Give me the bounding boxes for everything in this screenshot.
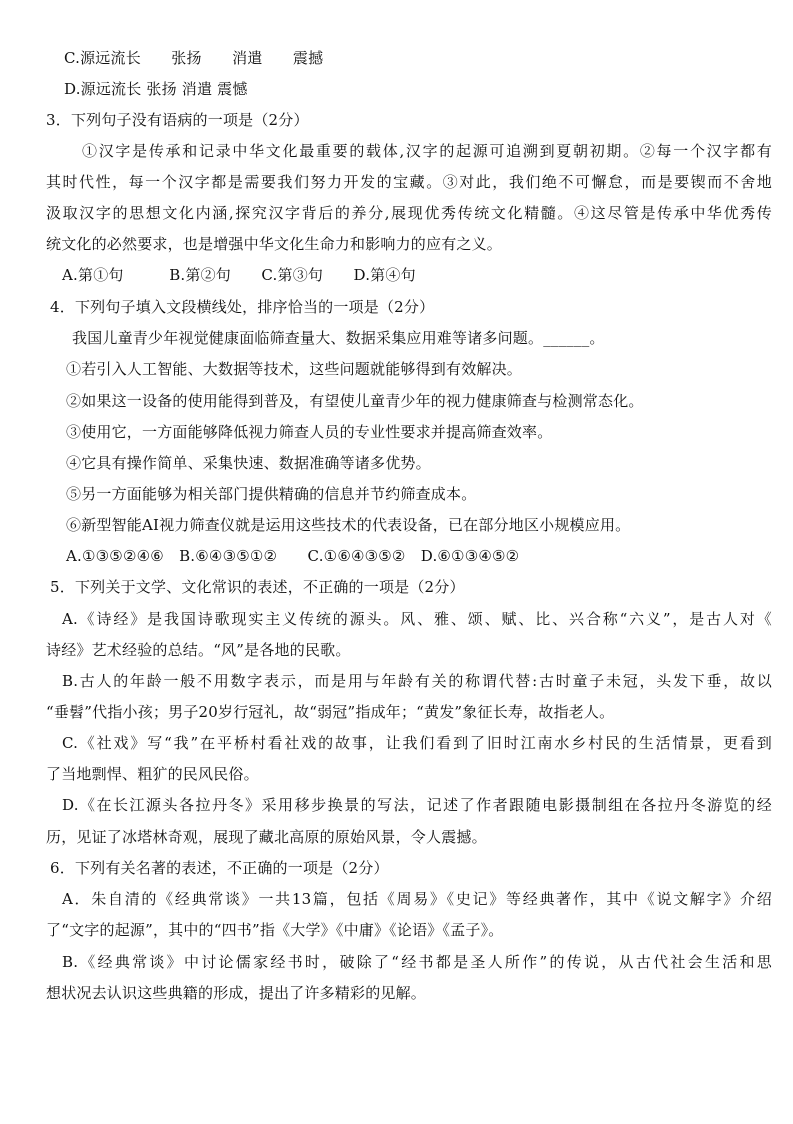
q3-passage-line: 其时代性，每一个汉字都是需要我们努力开发的宝藏。③对此，我们绝不可懈怠，而是要锲而不舍地 bbox=[46, 173, 772, 191]
q6-option-line: B.《经典常谈》中讨论儒家经书时，破除了“经书都是圣人所作”的传说，从古代社会生活和思 bbox=[62, 953, 772, 971]
q5-option-line: C.《社戏》写“我”在平桥村看社戏的故事，让我们看到了旧时江南水乡村民的生活情景，更看到 bbox=[62, 734, 772, 752]
q5-option-line: “垂髫”代指小孩；男子20岁行冠礼，故“弱冠”指成年；“黄发”象征长寿，故指老人。 bbox=[46, 703, 615, 721]
q5-stem: 5．下列关于文学、文化常识的表述，不正确的一项是（2分） bbox=[50, 578, 465, 596]
q5-option-line: 了当地剽悍、粗犷的民风民俗。 bbox=[46, 765, 259, 783]
q4-item: ⑤另一方面能够为相关部门提供精确的信息并节约筛查成本。 bbox=[66, 485, 477, 503]
q6-stem: 6．下列有关名著的表述，不正确的一项是（2分） bbox=[50, 859, 389, 877]
q6-option-line: 了“文字的起源”，其中的“四书”指《大学》《中庸》《论语》《孟子》。 bbox=[46, 921, 504, 939]
q4-item: ⑥新型智能AI视力筛查仪就是运用这些技术的代表设备，已在部分地区小规模应用。 bbox=[66, 516, 631, 534]
q4-item: ②如果这一设备的使用能得到普及，有望使儿童青少年的视力健康筛查与检测常态化。 bbox=[66, 392, 644, 410]
q5-option-line: D.《在长江源头各拉丹冬》采用移步换景的写法，记述了作者跟随电影摄制组在各拉丹冬游览的经 bbox=[62, 796, 772, 814]
q4-item: ③使用它，一方面能够降低视力筛查人员的专业性要求并提高筛查效率。 bbox=[66, 423, 553, 441]
q4-item: ①若引入人工智能、大数据等技术，这些问题就能够得到有效解决。 bbox=[66, 360, 523, 378]
q6-option-line: A．朱自清的《经典常谈》一共13篇，包括《周易》《史记》等经典著作，其中《说文解字》介绍 bbox=[62, 890, 772, 908]
q2-option-c: C.源远流长 张扬 消遣 震撼 bbox=[64, 49, 324, 67]
q5-option-line: B.古人的年龄一般不用数字表示，而是用与年龄有关的称谓代替:古时童子未冠，头发下垂，故以 bbox=[62, 672, 772, 690]
q3-passage-line: 统文化的必然要求，也是增强中华文化生命力和影响力的应有之义。 bbox=[46, 235, 503, 253]
q3-passage-line: 汲取汉字的思想文化内涵,探究汉字背后的养分,展现优秀传统文化精髓。④这尽管是传承中华优秀传 bbox=[46, 204, 772, 222]
q5-option-line: 诗经》艺术经验的总结。“风”是各地的民歌。 bbox=[46, 641, 351, 659]
q2-option-d: D.源远流长 张扬 消遣 震憾 bbox=[64, 80, 248, 98]
q4-item: ④它具有操作简单、采集快速、数据准确等诸多优势。 bbox=[66, 454, 431, 472]
q5-option-line: 历，见证了冰塔林奇观，展现了藏北高原的原始风景，令人震撼。 bbox=[46, 828, 487, 846]
q3-stem: 3．下列句子没有语病的一项是（2分） bbox=[46, 111, 309, 129]
q5-option-line: A.《诗经》是我国诗歌现实主义传统的源头。风、雅、颂、赋、比、兴合称“六义”，是古人对《 bbox=[62, 610, 772, 628]
q6-option-line: 想状况去认识这些典籍的形成，提出了许多精彩的见解。 bbox=[46, 984, 427, 1002]
q3-options: A.第①句 B.第②句 C.第③句 D.第④句 bbox=[62, 266, 416, 284]
q4-options: A.①③⑤②④⑥ B.⑥④③⑤①② C.①⑥④③⑤② D.⑥①③④⑤② bbox=[66, 547, 520, 565]
q4-intro: 我国儿童青少年视觉健康面临筛查量大、数据采集应用难等诸多问题。______。 bbox=[72, 329, 605, 347]
q3-passage-line: ①汉字是传承和记录中华文化最重要的载体,汉字的起源可追溯到夏朝初期。②每一个汉字都有 bbox=[82, 142, 772, 160]
q4-stem: 4．下列句子填入文段横线处，排序恰当的一项是（2分） bbox=[50, 298, 435, 316]
